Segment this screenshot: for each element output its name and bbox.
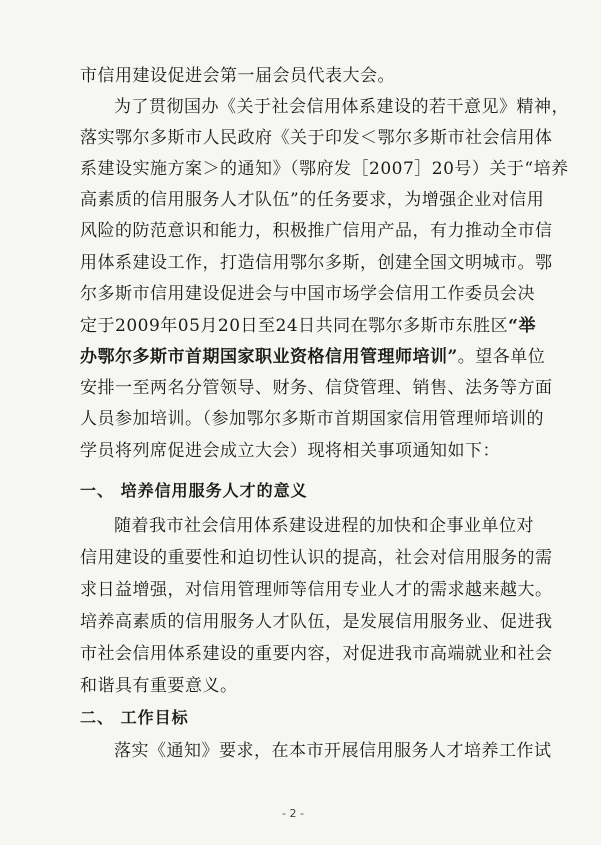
training-title: 办鄂尔多斯市首期国家职业资格信用管理师培训”: [80, 347, 458, 367]
paragraph-line: 高素质的信用服务人才队伍”的任务要求，为增强企业对信用: [80, 190, 545, 210]
date-sentence: 定于2009年05月20日至24日共同在鄂尔多斯市东胜区: [80, 316, 509, 336]
paragraph-line: 安排一至两名分管领导、财务、信贷管理、销售、法务等方面: [80, 378, 553, 398]
training-title-rest: 。望各单位: [457, 347, 546, 367]
page-number: - 2 -: [282, 807, 304, 820]
section1-line: 随着我市社会信用体系建设进程的加快和企事业单位对: [114, 516, 534, 536]
paragraph-line: [80, 316, 536, 336]
paragraph-line: 尔多斯市信用建设促进会与中国市场学会信用工作委员会决: [80, 284, 535, 304]
paragraph-line: 落实鄂尔多斯市人民政府《关于印发＜鄂尔多斯市社会信用体: [80, 128, 553, 148]
section-heading-1: 一、 培养信用服务人才的意义: [80, 481, 308, 500]
section1-line: 市社会信用体系建设的重要内容，对促进我市高端就业和社会: [80, 644, 553, 664]
section2-line: 落实《通知》要求，在本市开展信用服务人才培养工作试: [114, 741, 552, 761]
paragraph-line: 为了贯彻国办《关于社会信用体系建设的若干意见》精神，: [114, 97, 569, 117]
section1-line: 和谐具有重要意义。: [80, 676, 238, 696]
section1-line: 信用建设的重要性和迫切性认识的提高，社会对信用服务的需: [80, 548, 553, 568]
paragraph-line: [80, 347, 545, 367]
paragraph-line: 用体系建设工作，打造信用鄂尔多斯，创建全国文明城市。鄂: [80, 253, 553, 273]
section1-line: 培养高素质的信用服务人才队伍，是发展信用服务业、促进我: [80, 612, 553, 632]
paragraph-line: 市信用建设促进会第一届会员代表大会。: [80, 66, 395, 86]
paragraph-line: 人员参加培训。（参加鄂尔多斯市首期国家信用管理师培训的: [80, 409, 544, 429]
paragraph-line: 学员将列席促进会成立大会）现将相关事项通知如下：: [80, 441, 500, 461]
section1-line: 求日益增强，对信用管理师等信用专业人才的需求越来越大。: [80, 580, 553, 600]
paragraph-line: 系建设实施方案＞的通知》（鄂府发［2007］20号）关于“培养: [80, 159, 569, 179]
training-title-start: “举: [508, 316, 536, 336]
section-heading-2: 二、 工作目标: [80, 708, 189, 727]
paragraph-line: 风险的防范意识和能力，积极推广信用产品，有力推动全市信: [80, 221, 553, 241]
